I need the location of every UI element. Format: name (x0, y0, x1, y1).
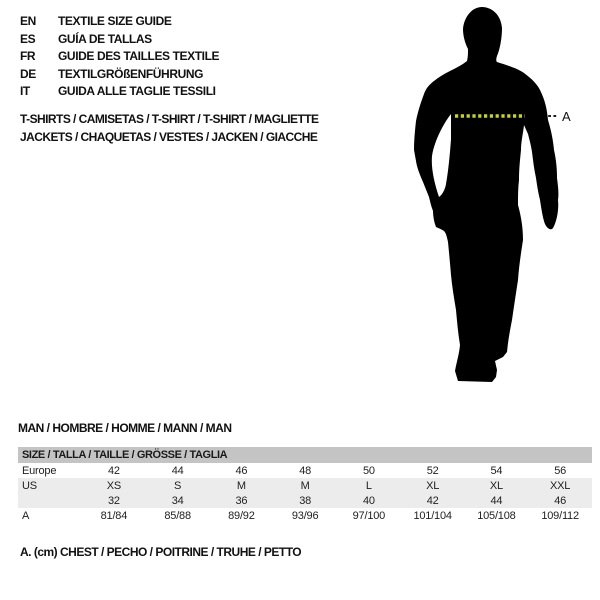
size-cell: 101/104 (413, 509, 452, 522)
size-cell: 38 (299, 494, 312, 507)
size-cell: 56 (554, 464, 567, 477)
section-title-man: MAN / HOMBRE / HOMME / MANN / MAN (18, 421, 232, 435)
language-row-de (20, 66, 219, 84)
language-row-es (20, 31, 219, 49)
size-cell: 50 (362, 464, 375, 477)
language-row-fr (20, 48, 219, 66)
language-guide-list (20, 13, 219, 101)
table-row-numeric (18, 493, 592, 508)
table-row-europe (18, 463, 592, 478)
measurement-footnote: A. (cm) CHEST / PECHO / POITRINE / TRUHE / PETTO (20, 545, 302, 559)
size-cell: 85/88 (164, 509, 191, 522)
table-row-chest-a (18, 508, 592, 523)
table-row-us (18, 478, 592, 493)
size-cell: 46 (235, 464, 248, 477)
size-cell: 97/100 (352, 509, 386, 522)
size-table (18, 447, 592, 523)
size-cell: 34 (171, 494, 184, 507)
size-cell: S (174, 479, 182, 492)
category-titles (20, 110, 319, 146)
size-cell: XL (426, 479, 440, 492)
size-cell: 44 (171, 464, 184, 477)
size-cell: 32 (107, 494, 120, 507)
man-silhouette-figure (396, 4, 600, 394)
size-cell: XL (489, 479, 503, 492)
man-silhouette (414, 7, 558, 382)
size-cell: M (236, 479, 246, 492)
category-line-jackets: JACKETS / CHAQUETAS / VESTES / JACKEN / GIACCHE (20, 130, 318, 145)
row-label: A (22, 509, 30, 522)
language-row-en (20, 13, 219, 31)
size-cell: 109/112 (541, 509, 579, 522)
category-line-tshirts: T-SHIRTS / CAMISETAS / T-SHIRT / T-SHIRT / MAGLIETTE (20, 112, 319, 126)
language-label: TEXTILE SIZE GUIDE (58, 14, 172, 28)
size-cell: XXL (550, 479, 571, 492)
size-cell: 42 (107, 464, 120, 477)
size-cell: XS (106, 479, 122, 492)
size-cell: 48 (299, 464, 312, 477)
size-cell: L (365, 479, 372, 492)
size-cell: 42 (426, 494, 439, 507)
size-cell: 44 (490, 494, 503, 507)
size-cell: 40 (362, 494, 375, 507)
language-code: ES (20, 31, 36, 46)
measure-label-a: A (562, 109, 571, 124)
language-row-it (20, 83, 219, 101)
language-code: EN (20, 14, 36, 28)
size-cell: 46 (554, 494, 567, 507)
size-cell: 52 (426, 464, 439, 477)
row-label: Europe (22, 464, 57, 477)
size-cell: 89/92 (228, 509, 255, 522)
language-label: TEXTILGRÖßENFÜHRUNG (58, 66, 204, 81)
language-code: FR (20, 49, 36, 64)
size-cell: 36 (235, 494, 248, 507)
row-label: US (22, 479, 37, 492)
language-label: GUÍA DE TALLAS (58, 31, 152, 46)
size-cell: M (300, 479, 310, 492)
language-label: GUIDE DES TAILLES TEXTILE (58, 49, 220, 64)
language-label: GUIDA ALLE TAGLIE TESSILI (58, 84, 216, 99)
size-cell: 93/96 (291, 509, 319, 522)
language-code: DE (20, 66, 36, 81)
size-cell: 105/108 (477, 509, 516, 522)
size-cell: 81/84 (100, 509, 128, 522)
size-table-header: SIZE / TALLA / TAILLE / GRÖSSE / TAGLIA (18, 447, 592, 463)
language-code: IT (20, 84, 30, 99)
size-cell: 54 (490, 464, 503, 477)
